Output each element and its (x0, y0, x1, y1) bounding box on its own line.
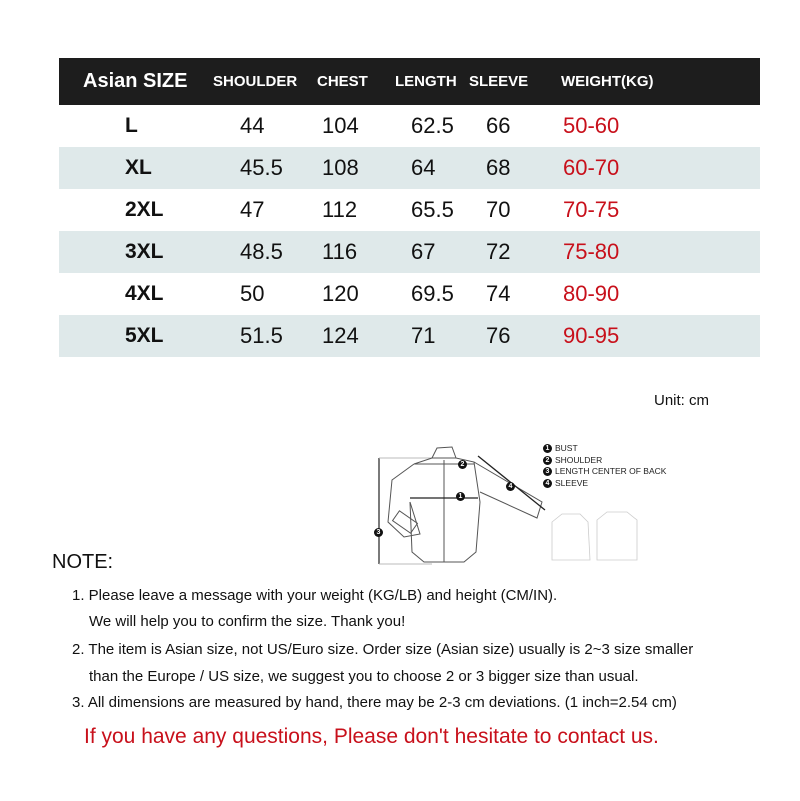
legend-label: BUST (555, 443, 578, 453)
header-length: LENGTH (395, 73, 457, 90)
note-2-continued: than the Europe / US size, we suggest you to choose 2 or 3 bigger size than usual. (89, 668, 639, 685)
table-row (59, 273, 760, 315)
cell-length: 69.5 (411, 281, 454, 306)
diagram-legend (543, 443, 666, 489)
number-badge-icon: 4 (543, 479, 552, 488)
marker-length-badge: 3 (374, 528, 383, 537)
cell-length: 62.5 (411, 113, 454, 138)
cell-length: 65.5 (411, 197, 454, 222)
header-size: Asian SIZE (83, 70, 188, 92)
cell-sleeve: 68 (486, 155, 511, 180)
cell-chest: 120 (322, 281, 359, 306)
number-badge-icon: 3 (543, 467, 552, 476)
cell-shoulder: 45.5 (240, 155, 283, 180)
legend-item (543, 478, 666, 490)
cell-chest: 124 (322, 323, 359, 348)
cell-sleeve: 76 (486, 323, 511, 348)
contact-message: If you have any questions, Please don't hesitate to contact us. (84, 725, 659, 748)
table-row (59, 315, 760, 357)
cell-chest: 112 (322, 197, 358, 222)
table-row (59, 231, 760, 273)
cell-size: 3XL (125, 240, 164, 263)
cell-shoulder: 48.5 (240, 239, 283, 264)
cell-size: XL (125, 156, 152, 179)
table-row (59, 189, 760, 231)
cell-weight: 70-75 (563, 197, 620, 222)
cell-shoulder: 51.5 (240, 323, 283, 348)
marker-sleeve-badge: 4 (506, 482, 515, 491)
cell-weight: 80-90 (563, 281, 620, 306)
number-badge-icon: 2 (543, 456, 552, 465)
table-row (59, 105, 760, 147)
unit-label: Unit: cm (654, 392, 710, 409)
legend-item (543, 443, 666, 455)
cell-length: 71 (411, 323, 436, 348)
cell-weight: 75-80 (563, 239, 620, 264)
cell-size: 4XL (125, 282, 164, 305)
legend-label: SHOULDER (555, 454, 603, 465)
cell-size: 2XL (125, 198, 164, 221)
cell-sleeve: 66 (486, 113, 511, 138)
cell-chest: 116 (322, 239, 358, 264)
legend-label: LENGTH CENTER OF BACK (555, 466, 667, 476)
cell-weight: 60-70 (563, 155, 620, 180)
cell-chest: 104 (322, 113, 359, 138)
cell-sleeve: 74 (486, 281, 511, 306)
legend-label: SLEEVE (555, 477, 589, 488)
header-chest: CHEST (317, 73, 368, 90)
cell-size: 5XL (125, 324, 164, 347)
table-header (59, 58, 760, 105)
header-shoulder: SHOULDER (213, 73, 298, 90)
table-row (59, 147, 760, 189)
cell-weight: 50-60 (563, 113, 620, 138)
cell-shoulder: 50 (240, 281, 265, 306)
marker-shoulder-badge: 2 (458, 460, 467, 469)
cell-weight: 90-95 (563, 323, 620, 348)
header-weight: WEIGHT(KG) (561, 73, 654, 90)
size-chart-table (59, 58, 760, 357)
cell-shoulder: 47 (240, 197, 265, 222)
marker-bust-badge: 1 (456, 492, 465, 501)
header-sleeve: SLEEVE (469, 73, 529, 90)
number-badge-icon: 1 (543, 444, 552, 453)
note-1-continued: We will help you to confirm the size. Thank you! (89, 613, 406, 630)
cell-sleeve: 70 (486, 197, 511, 222)
cell-shoulder: 44 (240, 113, 265, 138)
legend-item (543, 455, 666, 467)
cell-length: 67 (411, 239, 436, 264)
cell-size: L (125, 114, 138, 137)
legend-item (543, 466, 666, 478)
cell-length: 64 (411, 155, 436, 180)
note-title: NOTE: (52, 551, 114, 573)
cell-sleeve: 72 (486, 239, 511, 264)
note-1: 1. Please leave a message with your weight (KG/LB) and height (CM/IN). (72, 587, 558, 604)
note-2: 2. The item is Asian size, not US/Euro size. Order size (Asian size) usually is 2~3 size smaller (72, 641, 694, 658)
note-3: 3. All dimensions are measured by hand, there may be 2-3 cm deviations. (1 inch=2.54 cm) (72, 694, 677, 711)
cell-chest: 108 (322, 155, 359, 180)
